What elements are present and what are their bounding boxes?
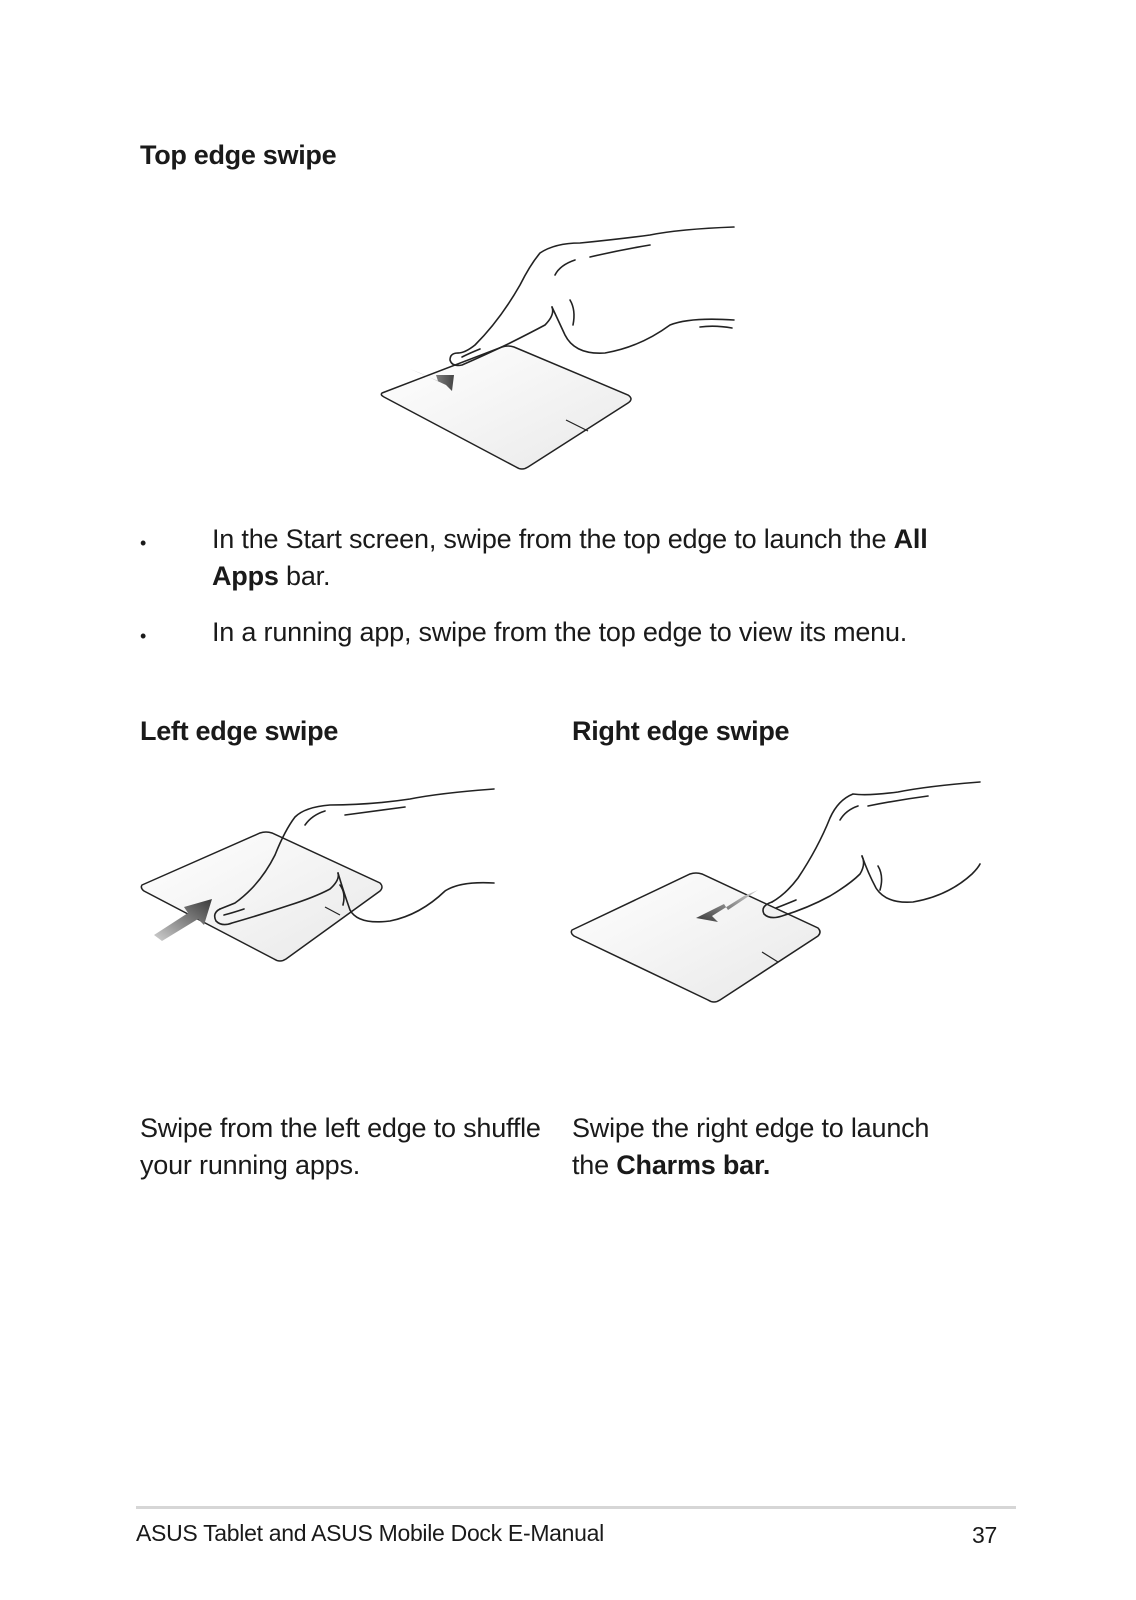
bullet-marker: • [140, 626, 147, 646]
bullet-text-part: In the Start screen, swipe from the top edge to launch the [212, 524, 894, 554]
left-edge-swipe-heading: Left edge swipe [140, 716, 339, 746]
footer-page-number: 37 [972, 1522, 997, 1548]
bold-all: All [893, 524, 928, 554]
footer-divider [136, 1506, 1016, 1509]
touchpad-shape [381, 346, 631, 469]
hand-shape [450, 227, 734, 365]
bold-charms-bar: Charms bar. [616, 1150, 771, 1180]
description-line: your running apps. [140, 1150, 361, 1180]
bullet-text-running-app: In a running app, swipe from the top edge to view its menu. [212, 617, 908, 647]
description-line: Swipe the right edge to launch [572, 1113, 930, 1143]
left-edge-swipe-description [140, 1110, 570, 1184]
right-edge-swipe-illustration [568, 778, 988, 1008]
description-line: the [572, 1150, 617, 1180]
hand-shape [763, 782, 980, 918]
bullet-text-part: bar. [278, 561, 331, 591]
top-edge-swipe-illustration [380, 225, 760, 475]
bullet-marker: • [140, 533, 147, 553]
footer-manual-title: ASUS Tablet and ASUS Mobile Dock E-Manual [136, 1520, 604, 1546]
right-edge-swipe-description [572, 1110, 1002, 1184]
touchpad-shape [571, 873, 820, 1002]
left-edge-swipe-illustration [140, 785, 510, 975]
description-line: Swipe from the left edge to shuffle [140, 1113, 541, 1143]
bold-apps: Apps [212, 561, 279, 591]
right-edge-swipe-heading: Right edge swipe [572, 716, 790, 746]
bullet-text-all-apps [212, 521, 972, 595]
top-edge-swipe-heading: Top edge swipe [140, 140, 337, 170]
